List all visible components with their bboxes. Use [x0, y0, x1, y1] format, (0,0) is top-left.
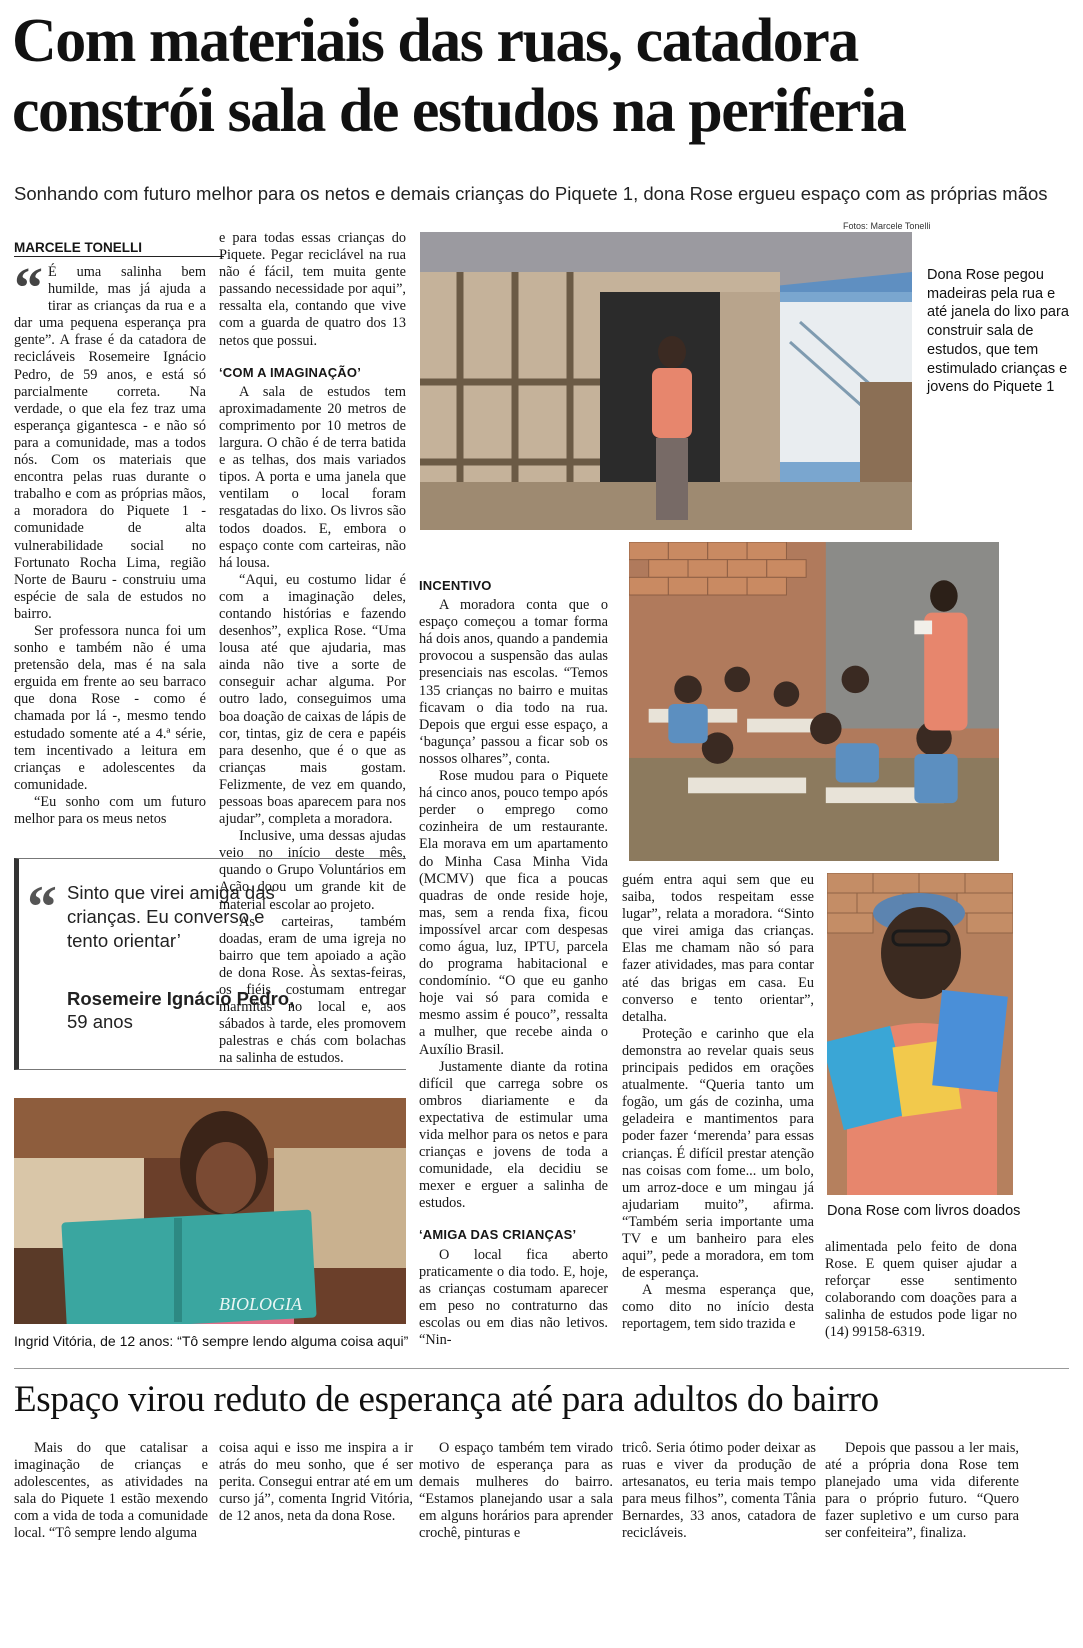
- article-column-2: [219, 230, 406, 1068]
- house-photo-caption: Dona Rose pegou madeiras pela rua e até janela do lixo para construir sala de estudos, que tem estimulado crianças e jovens do Piquete 1: [927, 267, 1069, 396]
- article-paragraph: Depois que passou a ler mais, até a própria dona Rose tem planejado uma vida diferente para o próprio futuro. “Quero fazer supletivo e um curso para ser confeiteira”, finaliza.: [825, 1440, 1019, 1542]
- deck: Sonhando com futuro melhor para os netos e demais crianças do Piquete 1, dona Rose ergueu espaço com as próprias mãos: [14, 183, 1048, 204]
- article-paragraph: Justamente diante da rotina difícil que carrega sobre os ombros diariamente e da expectativa de estimular uma vida melhor para os netos e para crianças e jovens de toda a comunidade, ela decidiu se mexer e erguer a salinha de estudos.: [419, 1058, 608, 1212]
- book-title: BIOLOGIA: [219, 1294, 302, 1314]
- article-paragraph: O local fica aberto praticamente o dia todo. E, hoje, as crianças costumam aparecer em peso no contraturno das escolas ou em dias não letivos. “Nin-: [419, 1246, 608, 1349]
- quote-mark-icon: “: [27, 874, 57, 940]
- article-column-5: [825, 1239, 1017, 1342]
- ingrid-photo-caption: Ingrid Vitória, de 12 anos: “Tô sempre lendo alguma coisa aqui”: [14, 1333, 409, 1349]
- article-text: É uma salinha bem humilde, mas já ajuda a tirar as crianças da rua e a dar uma pequena esperança pra gente”. A frase é da catadora de recicláveis Rosemeire Ignácio Pedro, de 59 anos, e está só parcialmente correta. Na verdade, o que ela fez traz uma esperança gigantesca - e não só para a comunidade, mas a todos nós. Com os materiais que encontra pelas ruas durante o trabalho e com as próprias mãos, a moradora do Piquete 1 - comunidade de alta vulnerabilidade social no Fortunato Rocha Lima, região Norte de Bauru - construiu uma espécie de sala de estudos no bairro.: [14, 264, 206, 622]
- section-heading: ‘AMIGA DAS CRIANÇAS’: [419, 1227, 577, 1243]
- article-paragraph: Proteção e carinho que ela demonstra ao revelar quais seus principais pedidos em orações atualmente. “Queria tanto um fogão, um gás de cozinha, uma geladeira e mantimentos para poder fazer ‘merenda’ para essas crianças. É difícil prestar atenção nas coisas com fome... um bolo, um arroz-doce e um mingau já ajudariam muito”, afirma. “Também seria importante uma TV e um banheiro para eles aqui”, pede a moradora, em tom de esperança.: [622, 1025, 814, 1282]
- second-story-column-4: [622, 1440, 816, 1543]
- classroom-photo: [626, 539, 1002, 864]
- article-paragraph: tricô. Seria ótimo poder deixar as ruas e viver da produção de artesanatos, eu teria mais tempo para meus filhos”, comenta Tânia Bernardes, 33 anos, catadora de recicláveis.: [622, 1440, 816, 1542]
- pull-quote-text: Sinto que virei amiga das crianças. Eu converso e tento orientar’: [67, 882, 275, 951]
- article-paragraph: O espaço também tem virado motivo de esperança para as demais mulheres do bairro. “Estamos planejando usar a sala em alguns horários para aprender crochê, pinturas e: [419, 1440, 613, 1542]
- headline-line-2: constrói sala de estudos na periferia: [12, 77, 906, 145]
- article-paragraph: Inclusive, uma dessas ajudas veio no início deste mês, quando o Grupo Voluntários em Ação doou um grande kit de material escolar ao projeto.: [219, 828, 406, 913]
- article-paragraph: “Eu sonho com um futuro melhor para os meus netos: [14, 793, 206, 827]
- rose-books-photo: [827, 873, 1013, 1195]
- byline: MARCELE TONELLI: [14, 240, 224, 257]
- article-paragraph: coisa aqui e isso me inspira a ir atrás do meu sonho, que é ser perita. Consegui entrar até em um curso já”, comenta Ingrid Vitória, de 12 anos, neta da dona Rose.: [219, 1440, 413, 1525]
- article-paragraph: As carteiras, também doadas, eram de uma igreja no bairro que tem apoiado a ação de dona Rose. Às sextas-feiras, os fiéis costumam entregar marmitas no local e, aos sábados à tarde, eles promovem palestras e chás com bolachas na salinha de estudos.: [219, 913, 406, 1067]
- headline-line-1: Com materiais das ruas, catadora: [12, 7, 858, 75]
- pull-quote-author: Rosemeire Ignácio Pedro,: [67, 988, 295, 1009]
- article-column-3: [419, 567, 608, 1349]
- article-column-1: [14, 255, 206, 828]
- article-paragraph: guém entra aqui sem que eu saiba, todos respeitam esse lugar”, relata a moradora. “Sinto que virei amiga das crianças. Elas me chamam não só para fazer atividades, mas para contar até das brigas em casa. Eu converso e tento orientar”, detalha.: [622, 872, 814, 1025]
- article-paragraph: A moradora conta que o espaço começou a tomar forma há dois anos, quando a pandemia provocou a suspensão das aulas presenciais nas escolas. “Temos 135 crianças no bairro e muitas ficavam o dia todo na rua. Depois que ergui esse espaço, a ‘bagunça’ passou a ficar sob os nossos olhares”, conta.: [419, 597, 608, 767]
- second-story-headline: Espaço virou reduto de esperança até para adultos do bairro: [14, 1379, 879, 1420]
- section-heading: ‘COM A IMAGINAÇÃO’: [219, 364, 362, 380]
- quote-mark-icon: “: [14, 255, 43, 320]
- pull-quote-age: 59 anos: [67, 1011, 133, 1032]
- rose-books-caption: Dona Rose com livros doados: [827, 1203, 1021, 1219]
- second-story-column-1: [14, 1440, 208, 1543]
- article-column-4: [622, 872, 814, 1334]
- second-story-column-3: [419, 1440, 613, 1543]
- second-story-column-5: [825, 1440, 1019, 1543]
- headline: [12, 6, 1072, 146]
- article-paragraph: Ser professora nunca foi um sonho e também não é uma pretensão dela, mas é na sala erguida em frente ao seu barraco que dona Rose - como é chamada por lá -, mesmo tendo estudado somente até a 4.ª série, tem incentivado a leitura em crianças e adolescentes da comunidade.: [14, 622, 206, 793]
- article-paragraph: Mais do que catalisar a imaginação de crianças e adolescentes, as atividades na sala do Piquete 1 estão mexendo com a vida de toda a comunidade local. “Tô sempre lendo alguma: [14, 1440, 208, 1542]
- house-photo: [420, 232, 912, 530]
- section-heading: INCENTIVO: [419, 578, 492, 593]
- article-paragraph: alimentada pelo feito de dona Rose. E quem quiser ajudar a reforçar esse sentimento colaborando com doações para a salinha de estudos pode ligar no (14) 99158-6319.: [825, 1239, 1017, 1341]
- article-paragraph: A sala de estudos tem aproximadamente 20 metros de comprimento por 10 metros de largura. O chão é de terra batida e as telhas, dos mais variados tipos. A porta e uma janela que ventilam o local foram resgatadas do lixo. Os livros são todos doados. E, embora o espaço conte com carteiras, não há lousa.: [219, 383, 406, 571]
- article-paragraph: Rose mudou para o Piquete há cinco anos, pouco tempo após perder o emprego como cozinheira de um restaurante. Ela morava em um apartamento do Minha Casa Minha Vida (MCMV) que fica a poucas quadras de onde reside hoje, mas, sem a renda fixa, ficou impossível arcar com despesas como água, luz, IPTU, parcela do programa habitacional e condomínio. “O que eu ganho hoje vai só para comida e mesmo assim é pouco”, ressalta a mulher, que recebe ainda o Auxílio Brasil.: [419, 768, 608, 1058]
- second-story-column-2: [219, 1440, 413, 1525]
- article-paragraph: [14, 255, 206, 623]
- section-divider: [14, 1368, 1069, 1369]
- article-paragraph: A mesma esperança que, como dito no início desta reportagem, tem sido trazida e: [622, 1282, 814, 1333]
- article-paragraph: e para todas essas crianças do Piquete. Pegar reciclável na rua não é fácil, tem muita gente passando necessidade por aqui”, ressalta ela, contando que vive com a guarda de quatro dos 13 netos que possui.: [219, 230, 406, 349]
- photo-credit: Fotos: Marcele Tonelli: [843, 221, 931, 231]
- ingrid-photo: [14, 1098, 406, 1324]
- article-paragraph: “Aqui, eu costumo lidar é com a imaginação deles, contando histórias e fazendo desenhos”, explica Rose. “Uma lousa até que ajudaria, mas ainda não tive a sorte de conseguir achar alguma. Por outro lado, conseguimos uma boa doação de caixas de lápis de cor, tintas, giz de cera e papéis para desenho, que é o que as crianças mais gostam. Felizmente, de vez em quando, pessoas boas aparecem para nos ajudar”, completa a moradora.: [219, 571, 406, 828]
